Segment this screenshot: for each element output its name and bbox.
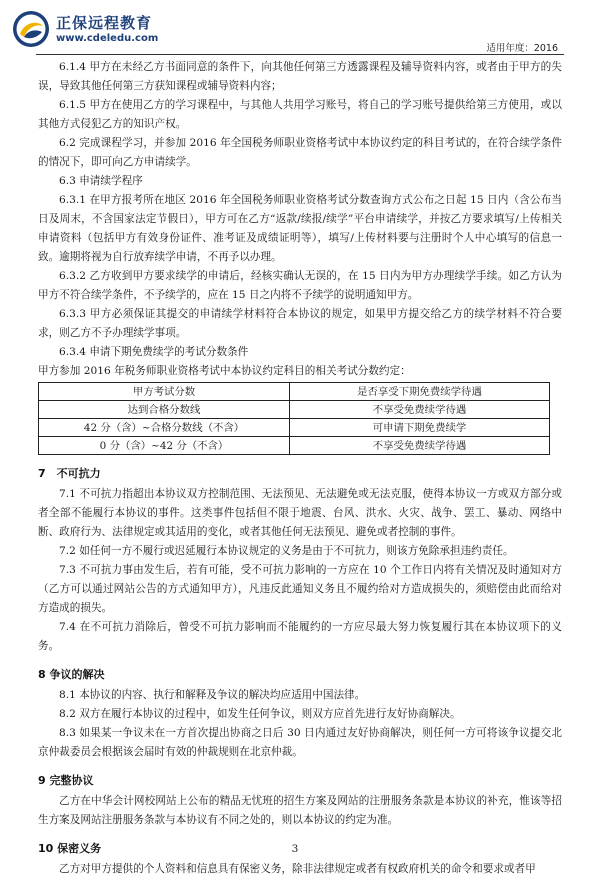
clause-8-2: 8.2 双方在履行本协议的过程中，如发生任何争议，则双方应首先进行友好协商解决。	[59, 708, 461, 720]
section-heading-9: 9 完整协议	[38, 774, 94, 787]
clause-9: 乙方在中华会计网校网站上公布的精品无忧班的招生方案及网站的注册服务条款是本协议的补充，惟该等招生方案及网站注册服务条款与本协议有不同之处的，则以本协议的约定为准。	[38, 795, 562, 826]
header-rule	[36, 54, 564, 55]
table-cell: 达到合格分数线	[39, 401, 290, 419]
clause-8-1: 8.1 本协议的内容、执行和解释及争议的解决均应适用中国法律。	[59, 689, 366, 701]
document-body	[38, 58, 562, 879]
table-cell: 可申请下期免费续学	[290, 419, 550, 437]
clause-6-3-3: 6.3.3 甲方必须保证其提交的申请续学材料符合本协议的规定，如果甲方提交给乙方的续学材料不符合要求，则乙方不予办理续学事项。	[38, 308, 562, 339]
clause-7-2: 7.2 如任何一方不履行或迟延履行本协议规定的义务是由于不可抗力，则该方免除承担违约责任。	[59, 545, 514, 557]
table-cell: 42 分（含）~合格分数线（不含）	[39, 419, 290, 437]
table-header-row	[39, 383, 550, 401]
logo-icon	[12, 10, 50, 48]
table-cell: 0 分（含）~42 分（不含）	[39, 437, 290, 455]
clause-7-4: 7.4 在不可抗力消除后，曾受不可抗力影响而不能履约的一方应尽最大努力恢复履行其在本协议项下的义务。	[38, 621, 562, 652]
clause-10: 乙方对甲方提供的个人资料和信息具有保密义务，除非法律规定或者有权政府机关的命令和要求或者甲	[59, 863, 536, 875]
clause-6-2: 6.2 完成课程学习，并参加 2016 年全国税务师职业资格考试中本协议约定的科目考试的，在符合续学条件的情况下，即可向乙方申请续学。	[38, 137, 562, 168]
clause-6-1-5: 6.1.5 甲方在使用乙方的学习课程中，与其他人共用学习账号，将自己的学习账号提供给第三方使用，或以其他方式侵犯乙方的知识产权。	[38, 99, 562, 130]
year-label: 适用年度：2016	[486, 43, 558, 54]
table-cell: 不享受免费续学待遇	[290, 437, 550, 455]
clause-7-1: 7.1 不可抗力指超出本协议双方控制范围、无法预见、无法避免或无法克服，使得本协议一方或双方部分或者全部不能履行本协议的事件。这类事件包括但不限于地震、台风、洪水、火灾、战争、罢工、暴动、网络中断、政府行为、法律规定或其适用的变化，或者其他任何无法预见、避免或者控制的事件。	[38, 488, 562, 538]
brand-url: www.cdeledu.com	[56, 33, 159, 44]
section-heading-10: 10 保密义务	[38, 842, 102, 855]
clause-6-3-2: 6.3.2 乙方收到甲方要求续学的申请后，经核实确认无误的，在 15 日内为甲方办理续学手续。如乙方认为甲方不符合续学条件，不予续学的，应在 15 日之内将不予续学的说明通知甲方。	[38, 270, 562, 301]
score-table-intro: 甲方参加 2016 年税务师职业资格考试中本协议约定科目的相关考试分数约定：	[38, 365, 411, 377]
clause-8-3: 8.3 如果某一争议未在一方首次提出协商之日后 30 日内通过友好协商解决，则任何一方可将该争议提交北京仲裁委员会根据该会届时有效的仲裁规则在北京仲裁。	[38, 727, 562, 758]
brand-name: 正保远程教育	[56, 14, 153, 32]
table-cell: 不享受免费续学待遇	[290, 401, 550, 419]
clause-6-3-1: 6.3.1 在甲方报考所在地区 2016 年全国税务师职业资格考试分数查询方式公布之日起 15 日内（含公布当日及周末，不含国家法定节假日），甲方可在乙方“返款/续报/续学”平台申请续学，并按乙方要求填写/上传相关申请资料（包括甲方有效身份证件、准考证及成绩证明等），填写/上传材料要与注册时个人中心填写的信息一致。逾期将视为自行放弃续学申请，不再予以办理。	[38, 194, 562, 263]
clause-6-3: 6.3 申请续学程序	[59, 175, 143, 187]
table-header-cell: 是否享受下期免费续学待遇	[290, 383, 550, 401]
page-header	[0, 0, 590, 56]
page-number: 3	[291, 843, 299, 855]
section-heading-7: 7 不可抗力	[38, 467, 101, 480]
clause-6-1-4: 6.1.4 甲方在未经乙方书面同意的条件下，向其他任何第三方透露课程及辅导资料内容，或者由于甲方的失误，导致其他任何第三方获知课程或辅导资料内容；	[38, 61, 562, 92]
section-heading-8: 8 争议的解决	[38, 668, 105, 681]
score-table	[38, 382, 550, 455]
table-header-cell: 甲方考试分数	[39, 383, 290, 401]
clause-7-3: 7.3 不可抗力事由发生后，若有可能，受不可抗力影响的一方应在 10 个工作日内将有关情况及时通知对方（乙方可以通过网站公告的方式通知甲方），凡违反此通知义务且不履约给对方造成损失的，须赔偿由此而给对方造成的损失。	[38, 564, 562, 614]
clause-6-3-4: 6.3.4 申请下期免费续学的考试分数条件	[59, 346, 249, 358]
table-row	[39, 437, 550, 455]
table-row	[39, 401, 550, 419]
table-row	[39, 419, 550, 437]
